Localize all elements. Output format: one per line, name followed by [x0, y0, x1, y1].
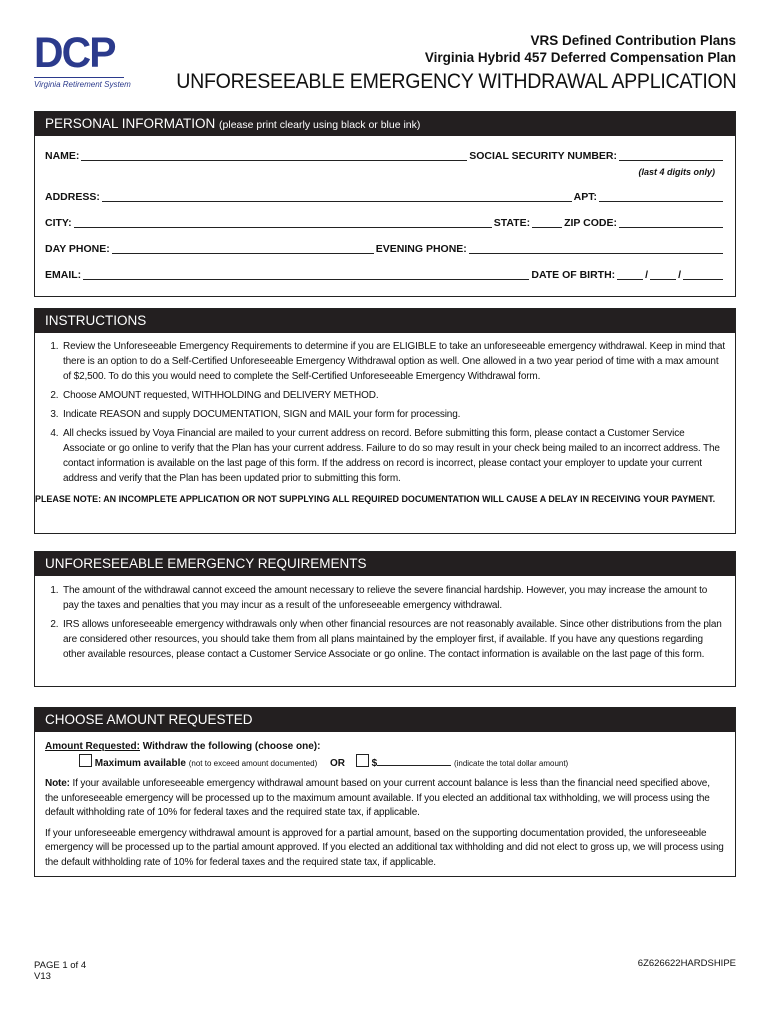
city-field[interactable]	[74, 217, 492, 228]
address-label: ADDRESS:	[45, 191, 100, 203]
name-field[interactable]	[81, 150, 467, 161]
dollar-sign: $	[371, 758, 378, 769]
dollar-amount-hint: (indicate the total dollar amount)	[453, 759, 569, 768]
dob-separator: /	[678, 269, 681, 281]
footer-page-info	[34, 960, 86, 982]
partial-amount-text: If your unforeseeable emergency withdrawal amount is approved for a partial amount, based on the supporting documentation provided, the unforeseeable emergency will be processed up to the partial amount approved. If you elected an additional tax withholding and did not elect to gross up, we will process using the default withholding rate of 10% for federal taxes and the required state tax, if applicable.	[45, 827, 724, 868]
ssn-label: SOCIAL SECURITY NUMBER:	[469, 150, 617, 162]
amount-note	[35, 769, 735, 821]
dob-month-field[interactable]	[617, 269, 643, 280]
dob-year-field[interactable]	[683, 269, 723, 280]
evening-phone-label: EVENING PHONE:	[375, 243, 467, 255]
logo-subtitle: Virginia Retirement System	[34, 80, 131, 89]
incomplete-application-note	[35, 494, 735, 505]
zip-field[interactable]	[619, 217, 723, 228]
dollar-amount-checkbox[interactable]	[356, 754, 369, 767]
evening-phone-field[interactable]	[469, 243, 723, 254]
apt-field[interactable]	[599, 191, 723, 202]
form-version: V13	[34, 971, 51, 982]
instruction-item: 2. Choose AMOUNT requested, WITHHOLDING and DELIVERY METHOD.	[61, 388, 725, 403]
amount-options-row	[35, 752, 735, 769]
logo-text: DCP	[34, 29, 115, 77]
dob-label: DATE OF BIRTH:	[531, 269, 616, 281]
dcp-logo	[34, 29, 131, 92]
requirement-item: 1. The amount of the withdrawal cannot exceed the amount necessary to relieve the severe financial hardship. However, you may increase the amount to pay the taxes and penalties that you may incur as a result of the unforeseeable emergency withdrawal.	[61, 583, 725, 613]
header-line-1: VRS Defined Contribution Plans	[530, 33, 736, 48]
email-row	[45, 269, 725, 281]
amount-requested-line	[35, 732, 735, 752]
address-row	[45, 191, 725, 203]
incomplete-application-note-text: PLEASE NOTE: AN INCOMPLETE APPLICATION OR NOT SUPPLYING ALL REQUIRED DOCUMENTATION WILL CAUSE A DELAY IN RECEIVING YOUR PAYMENT.	[35, 494, 716, 505]
amount-heading: CHOOSE AMOUNT REQUESTED	[35, 708, 735, 732]
personal-info-note: (please print clearly using black or blue ink)	[219, 119, 421, 131]
instruction-item: 4. All checks issued by Voya Financial are mailed to your current address on record. Before submitting this form, please contact a Customer Service Associate or go online to verify that the Plan has your current address. Failure to do so may result in your check being mailed to an incorrect address. The contact information is available on the last page of this form. If the address on record is incorrect, please contact your employer to update your current address and verify that the Plan has been updated prior to submitting this form.	[61, 426, 725, 486]
header-line-2: Virginia Hybrid 457 Deferred Compensation Plan	[424, 50, 736, 65]
address-field[interactable]	[102, 191, 572, 202]
day-phone-field[interactable]	[112, 243, 374, 254]
city-row	[45, 217, 725, 229]
amount-section	[34, 707, 736, 877]
dollar-amount-field[interactable]	[377, 756, 451, 766]
requirements-list	[35, 583, 735, 662]
email-field[interactable]	[83, 269, 529, 280]
day-phone-label: DAY PHONE:	[45, 243, 110, 255]
amount-requested-text: Withdraw the following (choose one):	[142, 741, 321, 752]
name-row	[45, 150, 725, 162]
requirement-item: 2. IRS allows unforeseeable emergency withdrawals only when other financial resources are not reasonably available. Since other distributions from the plan are considered other resources, you should take them from all plans maintained by the employer first, if available. If you have any questions regarding other available resources, please contact a Customer Service Associate or go online. The contact information is available on the last page of this form.	[61, 617, 725, 662]
instructions-heading: INSTRUCTIONS	[35, 309, 735, 333]
partial-amount-note	[35, 821, 735, 871]
personal-info-title: PERSONAL INFORMATION	[45, 116, 216, 131]
page-number: PAGE 1 of 4	[34, 960, 87, 971]
email-label: EMAIL:	[45, 269, 82, 281]
dob-separator: /	[645, 269, 649, 281]
max-available-label: Maximum available	[94, 758, 186, 769]
instructions-list	[35, 339, 735, 486]
or-label: OR	[330, 758, 346, 769]
ssn-hint: (last 4 digits only)	[638, 167, 715, 177]
personal-info-section	[34, 111, 736, 297]
logo-rule	[34, 77, 124, 78]
note-text: If your available unforeseeable emergency withdrawal amount based on your current account balance is less than the financial need specified above, the unforeseeable emergency will be processed up to the maximum amount available. If you elected an additional tax withholding, we will process using the default withholding rate of 10% for federal taxes and the required state tax, if applicable.	[45, 778, 710, 818]
max-available-checkbox[interactable]	[79, 754, 92, 767]
apt-label: APT:	[573, 191, 597, 203]
amount-requested-label: Amount Requested:	[45, 741, 140, 752]
page-title: UNFORESEEABLE EMERGENCY WITHDRAWAL APPLICATION	[175, 70, 736, 93]
phone-row	[45, 243, 725, 255]
name-label: NAME:	[45, 150, 80, 162]
instructions-section	[34, 308, 736, 534]
city-label: CITY:	[45, 217, 72, 229]
max-available-hint: (not to exceed amount documented)	[188, 759, 318, 768]
instruction-item: 1. Review the Unforeseeable Emergency Requirements to determine if you are ELIGIBLE to take an unforeseeable emergency withdrawal. Keep in mind that there is an option to do a Self-Certified Unforeseeable Emergency Withdrawal option as well. One allowed in a two year period of time with a max amount of $2,500. To do this you would need to complete the Self-Certified Unforeseeable Emergency Withdrawal form.	[61, 339, 725, 384]
form-code: 6Z626622HARDSHIPE	[637, 958, 736, 969]
requirements-section	[34, 551, 736, 687]
dob-day-field[interactable]	[650, 269, 676, 280]
ssn-field[interactable]	[619, 150, 723, 161]
requirements-heading: UNFORESEEABLE EMERGENCY REQUIREMENTS	[35, 552, 735, 576]
state-field[interactable]	[532, 217, 562, 228]
note-label: Note:	[45, 778, 70, 789]
state-label: STATE:	[493, 217, 531, 229]
zip-label: ZIP CODE:	[564, 217, 617, 229]
instruction-item: 3. Indicate REASON and supply DOCUMENTATION, SIGN and MAIL your form for processing.	[61, 407, 725, 422]
personal-info-heading	[35, 112, 735, 136]
